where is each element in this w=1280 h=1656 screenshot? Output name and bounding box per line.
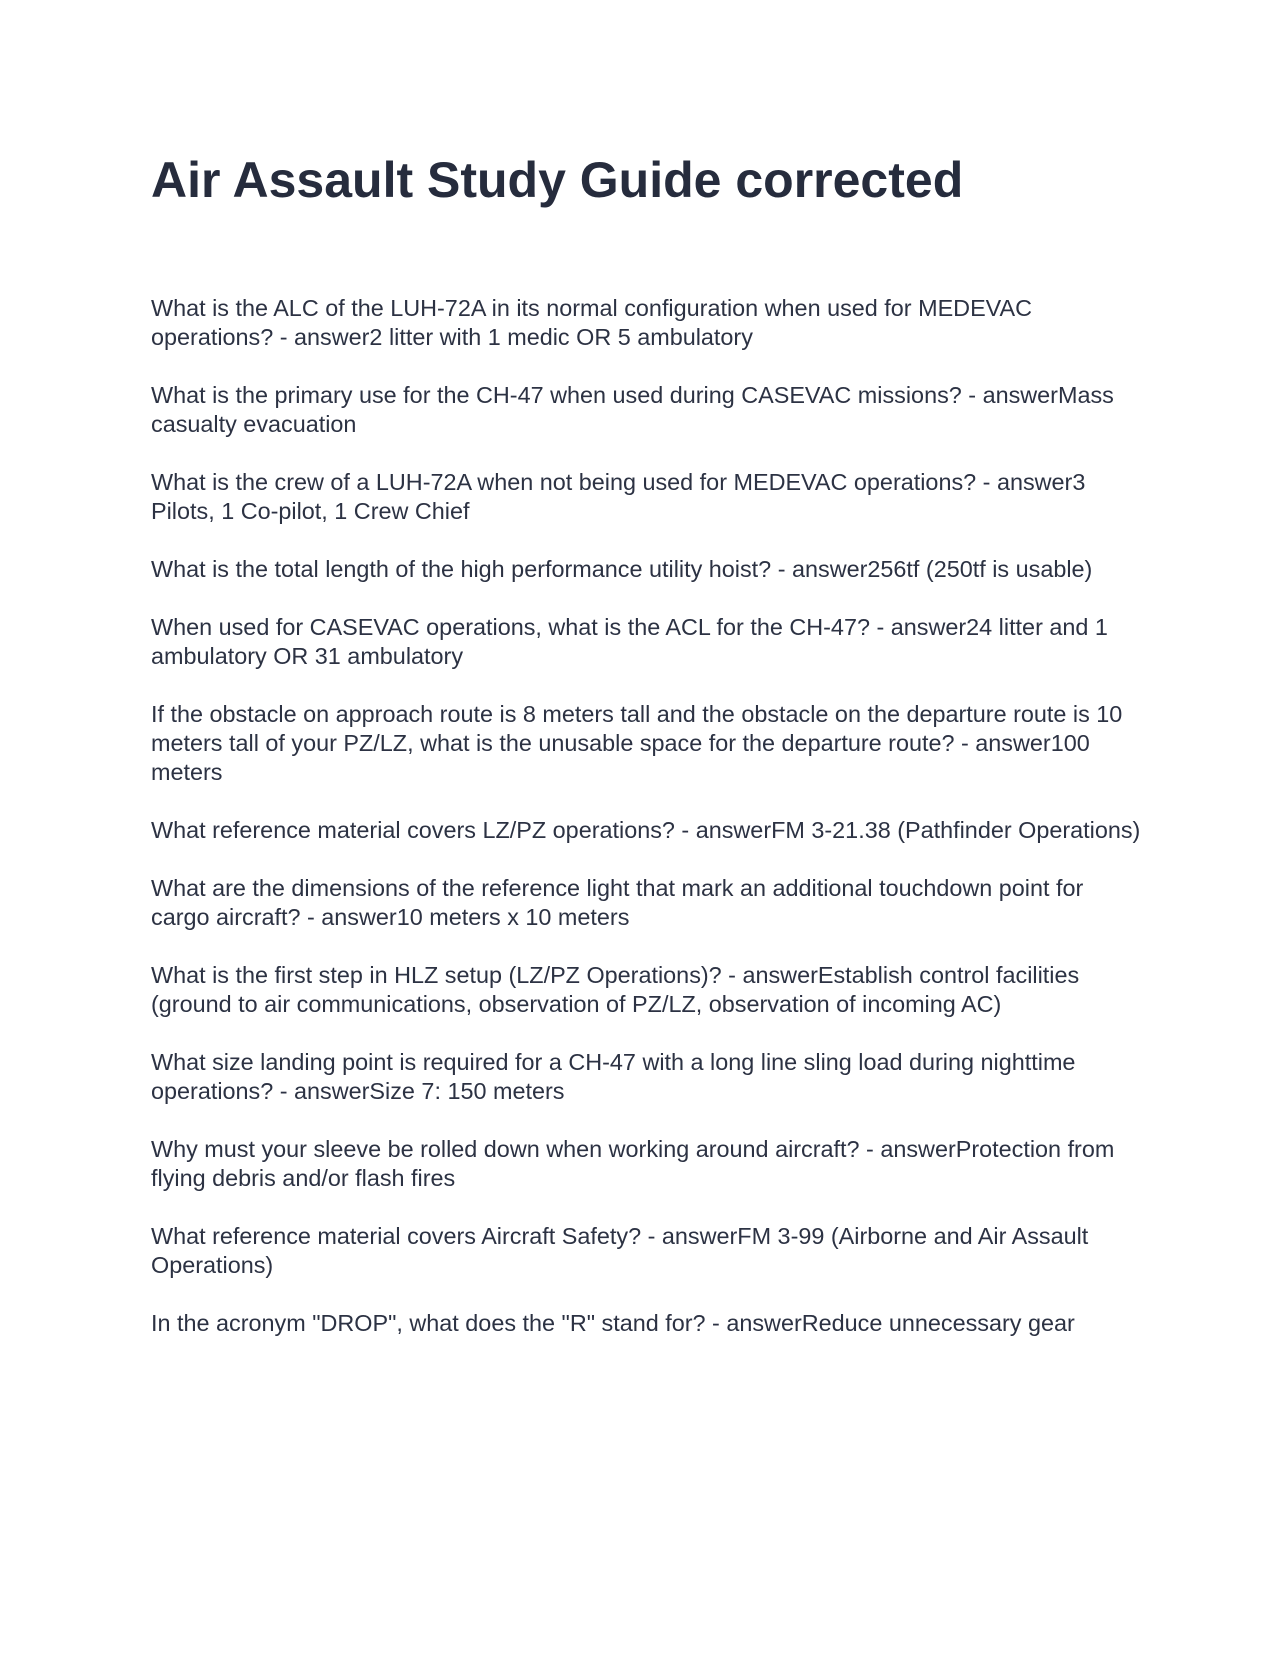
- qa-item: What is the total length of the high performance utility hoist? - answer256tf (250tf is usable): [151, 556, 1093, 582]
- qa-item: If the obstacle on approach route is 8 meters tall and the obstacle on the departure route is 10 meters tall of your PZ/LZ, what is the unusable space for the departure route? - answer100 meters: [151, 701, 1123, 785]
- qa-item: What is the first step in HLZ setup (LZ/PZ Operations)? - answerEstablish control facilities (ground to air communications, observation of PZ/LZ, observation of incoming AC): [151, 962, 1080, 1017]
- qa-item: What is the primary use for the CH-47 when used during CASEVAC missions? - answerMass casualty evacuation: [151, 382, 1114, 437]
- qa-item: What size landing point is required for a CH-47 with a long line sling load during nighttime operations? - answerSize 7: 150 meters: [151, 1049, 1076, 1104]
- qa-item: What is the ALC of the LUH-72A in its normal configuration when used for MEDEVAC operations? - answer2 litter with 1 medic OR 5 ambulatory: [151, 295, 1033, 350]
- qa-item: When used for CASEVAC operations, what is the ACL for the CH-47? - answer24 litter and 1 ambulatory OR 31 ambulatory: [151, 614, 1108, 669]
- qa-item: What reference material covers Aircraft Safety? - answerFM 3-99 (Airborne and Air Assault Operations): [151, 1223, 1089, 1278]
- qa-item: What is the crew of a LUH-72A when not being used for MEDEVAC operations? - answer3 Pilots, 1 Co-pilot, 1 Crew Chief: [151, 469, 1086, 524]
- document-title: Air Assault Study Guide corrected: [151, 152, 964, 208]
- qa-item: What reference material covers LZ/PZ operations? - answerFM 3-21.38 (Pathfinder Operations): [151, 817, 1141, 843]
- qa-item: Why must your sleeve be rolled down when working around aircraft? - answerProtection from flying debris and/or flash fires: [151, 1136, 1115, 1191]
- qa-item: What are the dimensions of the reference light that mark an additional touchdown point for cargo aircraft? - answer10 meters x 10 meters: [151, 875, 1084, 930]
- qa-list: [151, 294, 1141, 1367]
- qa-item: In the acronym "DROP", what does the "R" stand for? - answerReduce unnecessary gear: [151, 1310, 1075, 1336]
